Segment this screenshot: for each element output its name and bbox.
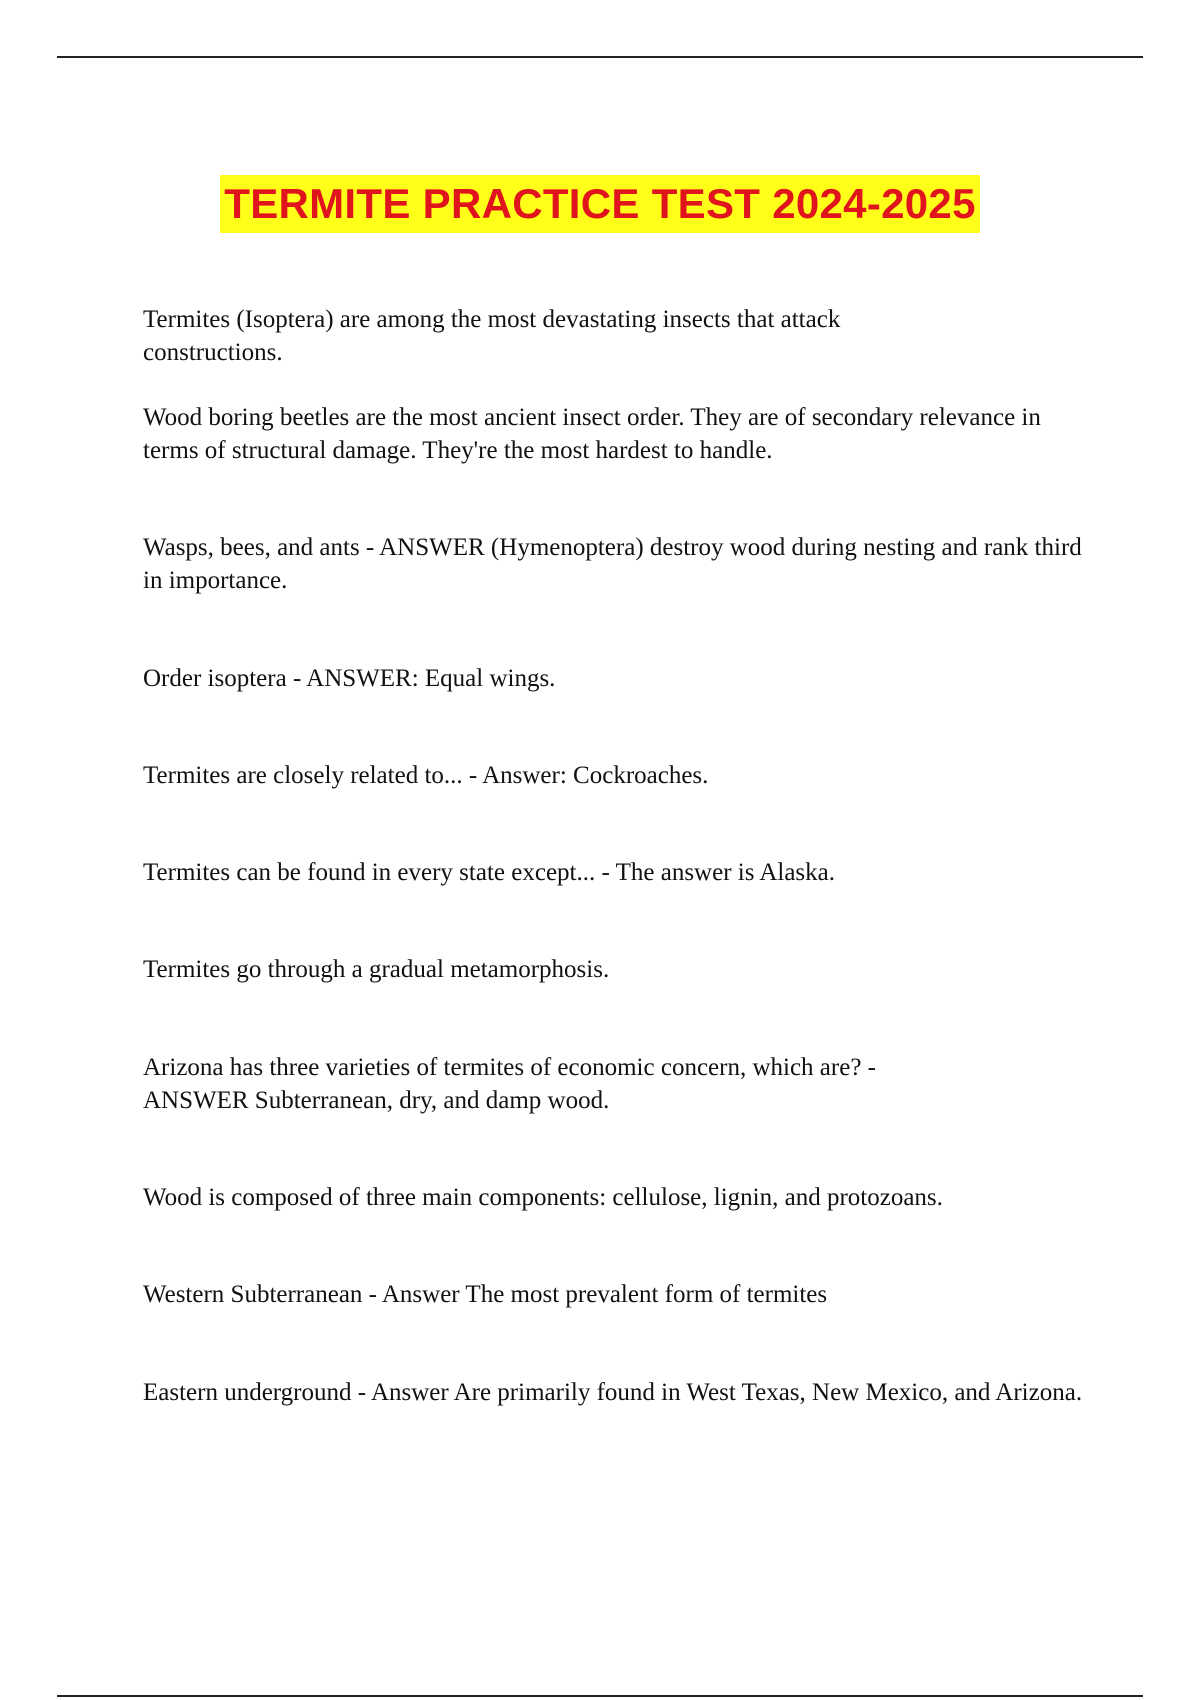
paragraph-5: Termites are closely related to... - Answer: Cockroaches. [143, 762, 709, 789]
document-title: TERMITE PRACTICE TEST 2024-2025 [220, 175, 980, 233]
paragraph-8: Arizona has three varieties of termites of economic concern, which are? - ANSWER Subterranean, dry, and damp wood. [143, 1054, 876, 1114]
title-container [0, 175, 1200, 233]
paragraph-7: Termites go through a gradual metamorphosis. [143, 956, 610, 983]
top-rule [57, 56, 1143, 58]
paragraph-2: Wood boring beetles are the most ancient insect order. They are of secondary relevance in terms of structural damage. They're the most hardest to handle. [143, 404, 1041, 464]
paragraph-3: Wasps, bees, and ants - ANSWER (Hymenoptera) destroy wood during nesting and rank third in importance. [143, 534, 1082, 594]
paragraph-6: Termites can be found in every state except... - The answer is Alaska. [143, 859, 835, 886]
bottom-rule [57, 1695, 1143, 1697]
paragraph-1: Termites (Isoptera) are among the most devastating insects that attack constructions. [143, 306, 841, 366]
paragraph-10: Western Subterranean - Answer The most prevalent form of termites [143, 1281, 828, 1308]
paragraph-4: Order isoptera - ANSWER: Equal wings. [143, 665, 556, 692]
paragraph-11: Eastern underground - Answer Are primarily found in West Texas, New Mexico, and Arizona. [143, 1379, 1083, 1406]
paragraph-9: Wood is composed of three main components: cellulose, lignin, and protozoans. [143, 1184, 943, 1211]
